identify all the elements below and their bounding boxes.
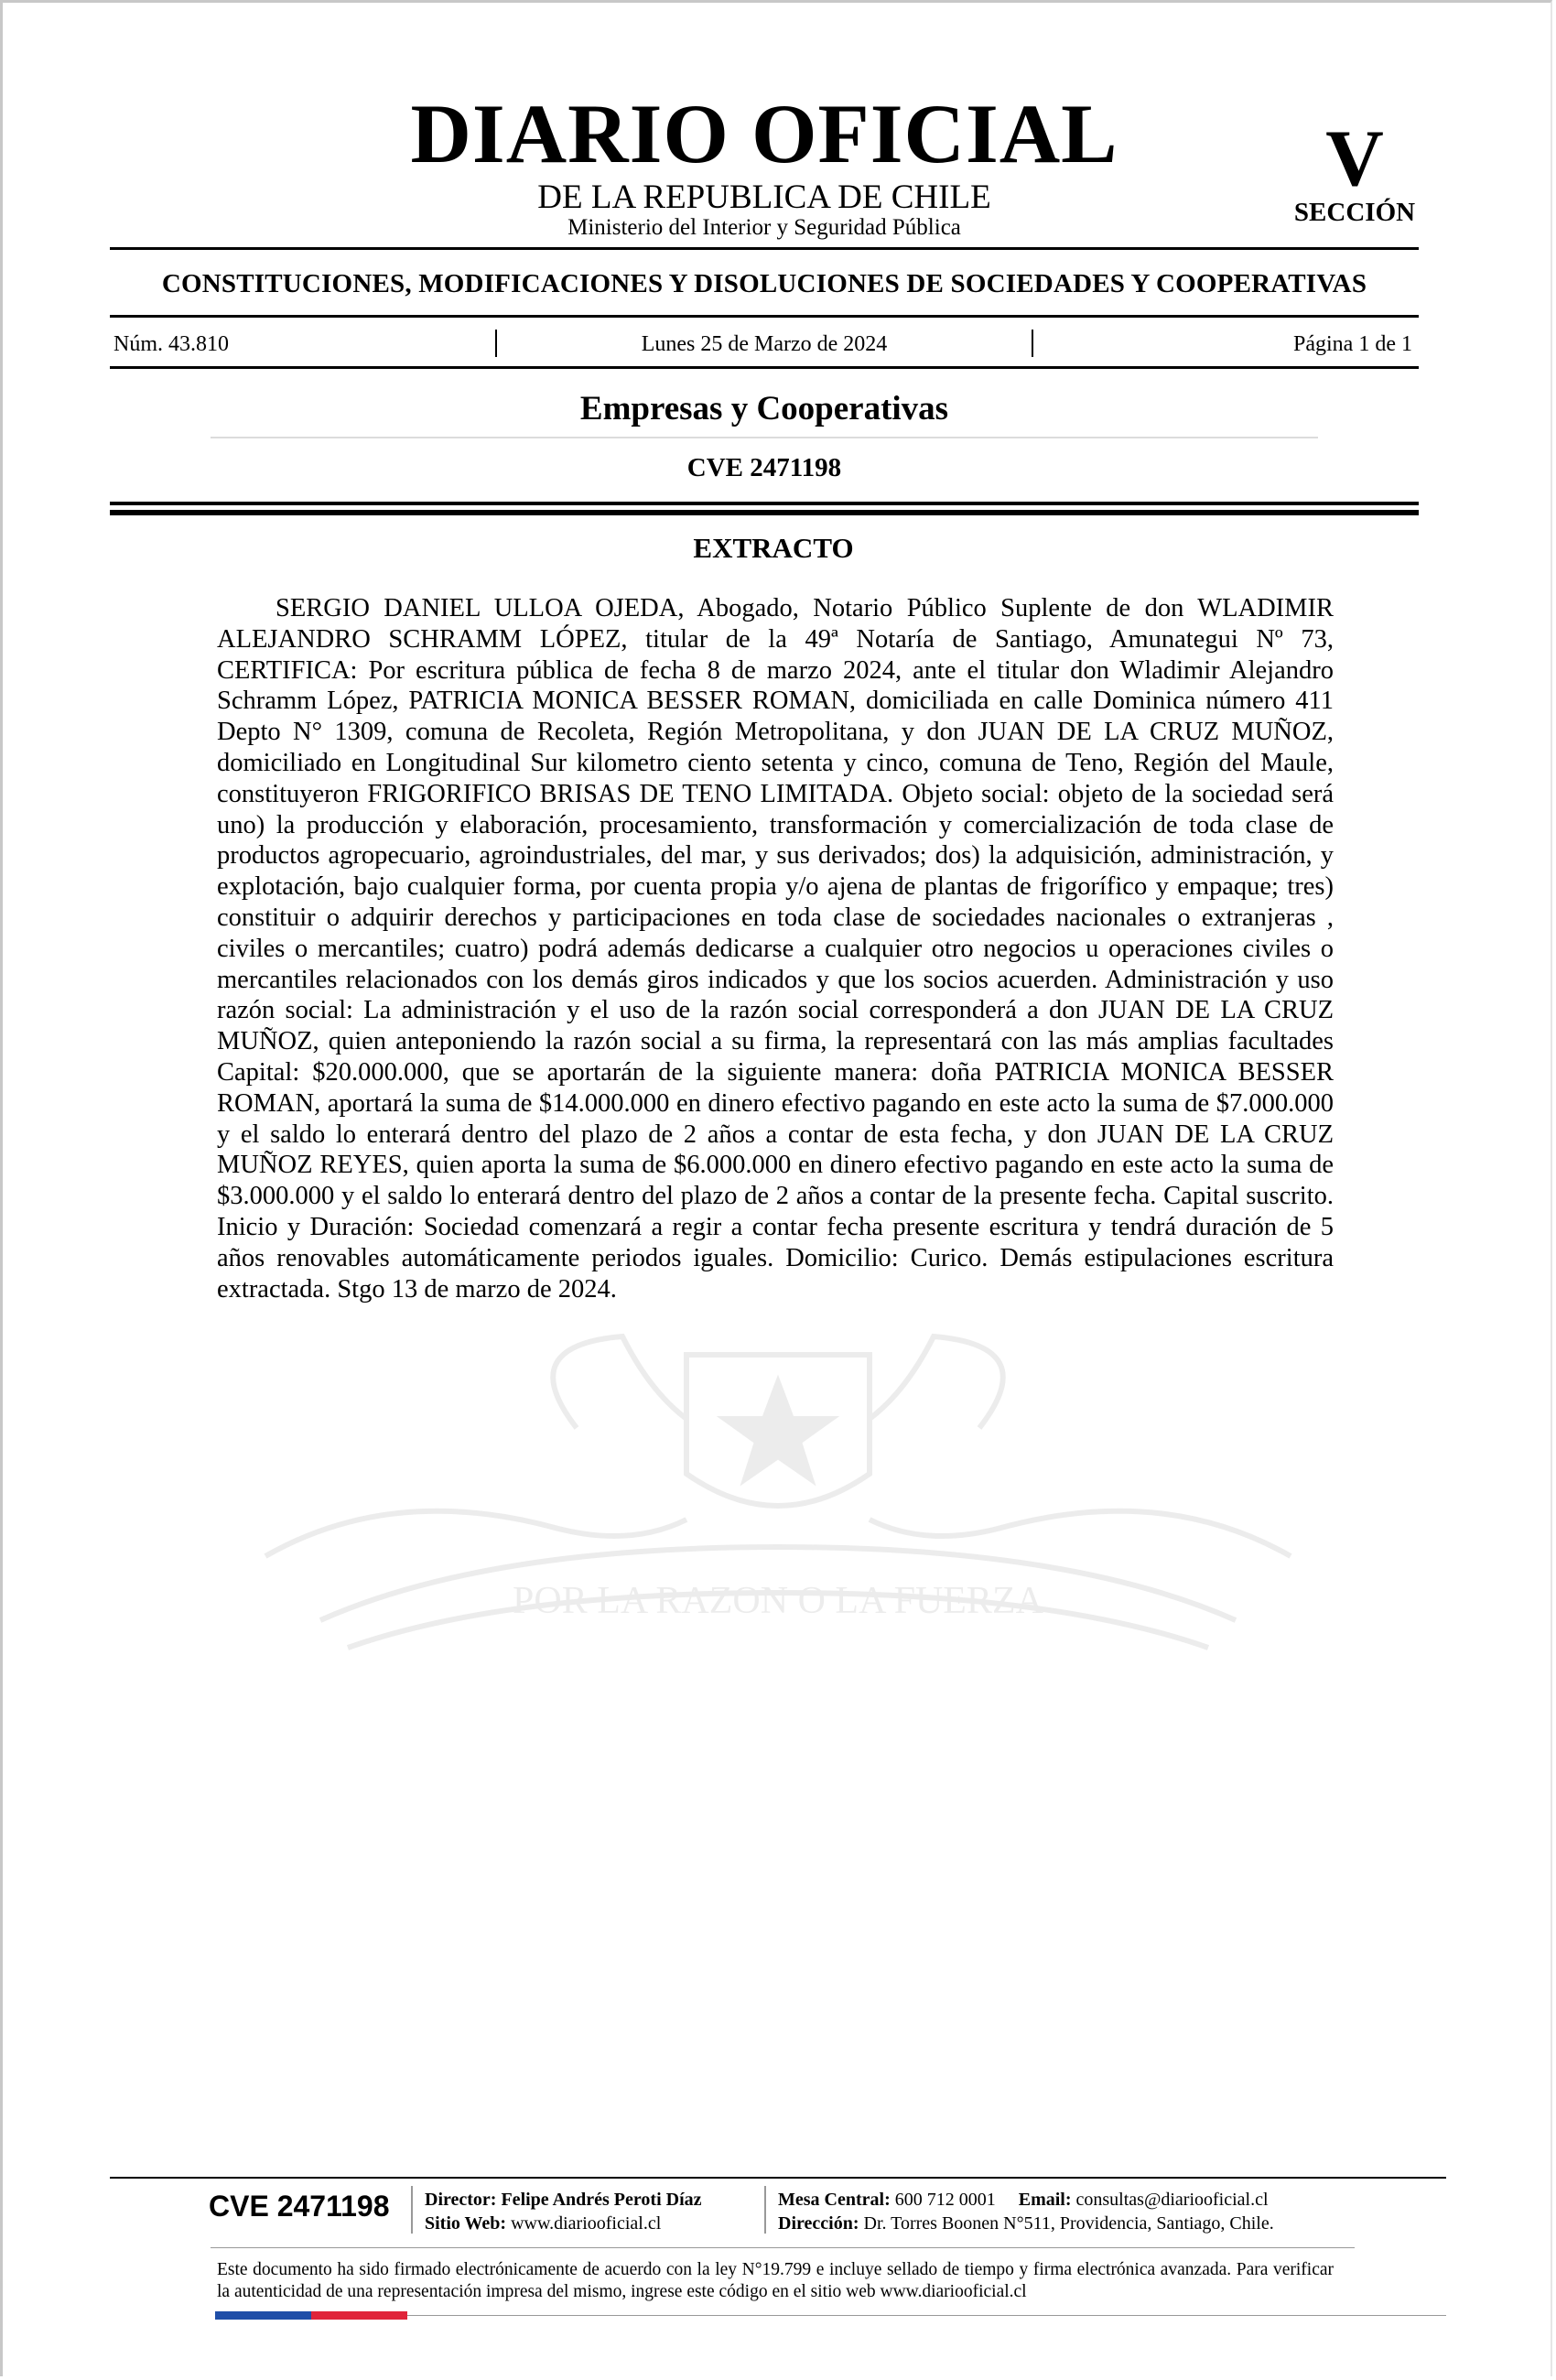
document-type: Empresas y Cooperativas	[579, 390, 949, 427]
footer-bottom-rule	[407, 2315, 1446, 2316]
footer-web-link[interactable]: www.diariooficial.cl	[511, 2213, 662, 2234]
footer-phone-label: Mesa Central:	[778, 2190, 891, 2210]
footer-legal-note: Este documento ha sido firmado electrónicamente de acuerdo con la ley N°19.799 e incluye sellado de tiempo y firma electrónica avanzada. Para verificar la autenticidad de una representación impresa del mismo, ingrese este código en el sitio web www.diariooficial.cl	[217, 2260, 1334, 2301]
footer-email-link[interactable]: consultas@diariooficial.cl	[1075, 2190, 1269, 2210]
issue-separator-left	[495, 330, 497, 357]
footer-contact	[778, 2191, 1269, 2209]
section-word: SECCIÓN	[1293, 198, 1416, 227]
category-bottom-rule	[110, 315, 1419, 318]
footer-director	[425, 2191, 702, 2209]
footer-phone-value: 600 712 0001	[894, 2190, 996, 2210]
section-letter: V	[1325, 114, 1384, 203]
footer-cve: CVE 2471198	[209, 2190, 390, 2223]
masthead-subtitle: DE LA REPUBLICA DE CHILE	[537, 178, 991, 216]
footer-director-label: Director:	[425, 2190, 497, 2210]
footer-address-value: Dr. Torres Boonen N°511, Providencia, Santiago, Chile.	[863, 2213, 1274, 2234]
footer-director-value: Felipe Andrés Peroti Díaz	[501, 2190, 702, 2210]
footer-separator-1	[411, 2186, 413, 2234]
footer-top-rule	[110, 2177, 1446, 2179]
masthead-ministry: Ministerio del Interior y Seguridad Pública	[567, 215, 961, 240]
footer-separator-2	[764, 2186, 766, 2234]
footer-email-label: Email:	[1018, 2190, 1072, 2210]
issue-number: Núm. 43.810	[113, 332, 229, 356]
flag-stripe-blue	[215, 2311, 311, 2320]
footer-web-label: Sitio Web:	[425, 2213, 507, 2234]
footer-middle-rule	[211, 2247, 1355, 2248]
issue-bottom-rule	[110, 366, 1419, 369]
footer-address	[778, 2214, 1274, 2233]
issue-separator-right	[1032, 330, 1033, 357]
document-double-rule-bottom	[110, 510, 1419, 515]
masthead-title: DIARIO OFICIAL	[410, 87, 1118, 180]
category-top-rule	[110, 247, 1419, 250]
document-type-rule	[211, 437, 1318, 438]
issue-page: Página 1 de 1	[1293, 332, 1412, 356]
document-double-rule-top	[110, 502, 1419, 505]
footer-web	[425, 2214, 661, 2233]
coat-of-arms-watermark	[211, 1318, 1345, 1684]
flag-stripe-red	[311, 2311, 407, 2320]
issue-date: Lunes 25 de Marzo de 2024	[641, 332, 888, 356]
category-title: CONSTITUCIONES, MODIFICACIONES Y DISOLUCIONES DE SOCIEDADES Y COOPERATIVAS	[161, 269, 1367, 298]
document-cve: CVE 2471198	[686, 453, 842, 482]
footer-address-label: Dirección:	[778, 2213, 859, 2234]
extract-heading: EXTRACTO	[693, 532, 854, 564]
watermark-motto: POR LA RAZON O LA FUERZA	[513, 1580, 1043, 1622]
extract-body: SERGIO DANIEL ULLOA OJEDA, Abogado, Notario Público Suplente de don WLADIMIR ALEJANDRO SCHRAMM LÓPEZ, titular de la 49ª Notaría de Santiago, Amunategui Nº 73, CERTIFICA: Por escritura pública de fecha 8 de marzo 2024, ante el titular don Wladimir Alejandro Schramm López, PATRICIA MONICA BESSER ROMAN, domiciliada en calle Dominica número 411 Depto N° 1309, comuna de Recoleta, Región Metropolitana, y don JUAN DE LA CRUZ MUÑOZ, domiciliado en Longitudinal Sur kilometro ciento setenta y cinco, comuna de Teno, Región del Maule, constituyeron FRIGORIFICO BRISAS DE TENO LIMITADA. Objeto social: objeto de la sociedad será uno) la producción y elaboración, procesamiento, transformación y comercialización de toda clase de productos agropecuario, agroindustriales, del mar, y sus derivados; dos) la adquisición, administración, y explotación, bajo cualquier forma, por cuenta propia y/o ajena de plantas de frigorífico y empaque; tres) constituir o adquirir derechos y participaciones en toda clase de sociedades nacionales o extranjeras , civiles o mercantiles; cuatro) podrá además dedicarse a cualquier otro negocios u operaciones civiles o mercantiles relacionados con los demás giros indicados y que los socios acuerden. Administración y uso razón social: La administración y el uso de la razón social corresponderá a don JUAN DE LA CRUZ MUÑOZ, quien anteponiendo la razón social a su firma, la representará con las más amplias facultades Capital: $20.000.000, que se aportarán de la siguiente manera: doña PATRICIA MONICA BESSER ROMAN, aportará la suma de $14.000.000 en dinero efectivo pagando en este acto la suma de $7.000.000 y el saldo lo enterará dentro del plazo de 2 años a contar de esta fecha, y don JUAN DE LA CRUZ MUÑOZ REYES, quien aporta la suma de $6.000.000 en dinero efectivo pagando en este acto la suma de $3.000.000 y el saldo lo enterará dentro del plazo de 2 años a contar de la presente fecha. Capital suscrito. Inicio y Duración: Sociedad comenzará a regir a contar fecha presente escritura y tendrá duración de 5 años renovables automáticamente periodos iguales. Domicilio: Curico. Demás estipulaciones escritura extractada. Stgo 13 de marzo de 2024.	[217, 594, 1334, 1304]
